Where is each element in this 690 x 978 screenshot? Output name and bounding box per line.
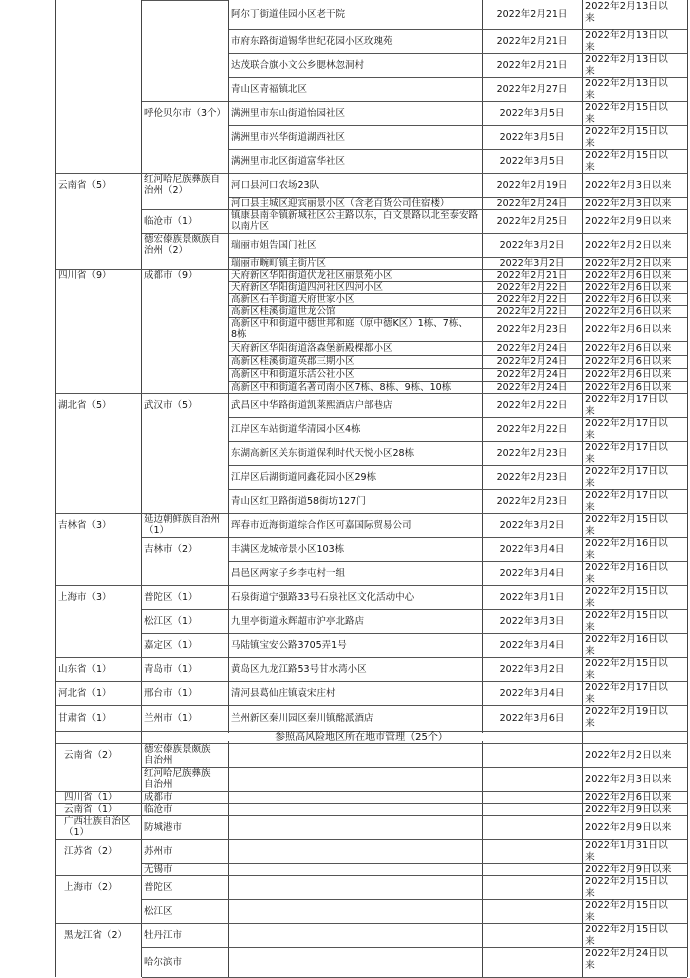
date-cell: 2022年2月24日 xyxy=(496,197,568,209)
row-border xyxy=(56,705,142,706)
row-border xyxy=(142,609,228,610)
date-cell: 2022年2月22日 xyxy=(496,293,568,305)
since-cell: 2022年2月15日以 来 xyxy=(585,102,668,125)
province-cell xyxy=(56,317,140,341)
row-border xyxy=(56,657,142,658)
row-border xyxy=(56,875,142,876)
province-cell xyxy=(62,899,146,923)
row-border xyxy=(142,633,228,634)
date-cell: 2022年3月5日 xyxy=(499,155,565,167)
address-cell: 九里亭街道永辉超市沪亭北路店 xyxy=(231,615,365,627)
city-cell xyxy=(142,417,228,441)
address-cell: 河口县河口农场23队 xyxy=(231,179,320,191)
row-border xyxy=(56,839,142,840)
since-cell: 2022年2月13日以 来 xyxy=(585,1,668,24)
since-cell: 2022年2月15日以 来 xyxy=(585,610,668,633)
row-border xyxy=(142,0,228,1)
date-cell: 2022年3月5日 xyxy=(499,131,565,143)
province-cell xyxy=(62,863,146,875)
city-cell: 延边朝鲜族自治州 （1） xyxy=(144,514,221,536)
province-cell xyxy=(56,101,140,125)
province-cell xyxy=(56,209,140,233)
city-cell xyxy=(142,368,228,381)
row-border xyxy=(56,681,142,682)
address-cell: 黄岛区九龙江路53号甘水湾小区 xyxy=(231,663,367,675)
since-cell: 2022年2月6日以来 xyxy=(585,323,672,335)
since-cell: 2022年2月17日以 来 xyxy=(585,682,668,705)
province-cell xyxy=(56,53,140,77)
date-cell: 2022年2月21日 xyxy=(496,269,568,281)
city-cell: 哈尔滨市 xyxy=(144,956,183,968)
row-border xyxy=(142,681,228,682)
row-border xyxy=(142,209,228,210)
row-border xyxy=(56,791,142,792)
since-cell: 2022年2月9日以来 xyxy=(585,863,672,875)
province-cell: 四川省（9） xyxy=(58,269,112,281)
address-cell: 昌邑区两家子乡李屯村一组 xyxy=(231,567,346,579)
province-cell: 上海市（2） xyxy=(64,881,118,893)
address-cell: 东湖高新区关东街道保利时代天悦小区28栋 xyxy=(231,447,415,459)
province-cell xyxy=(56,355,140,368)
city-cell xyxy=(142,53,228,77)
row-border xyxy=(142,657,228,658)
since-cell: 2022年2月6日以来 xyxy=(585,369,672,380)
city-cell: 红河哈尼族彝族 自治州 xyxy=(144,768,211,790)
row-border xyxy=(142,705,228,706)
since-cell: 2022年2月13日以 来 xyxy=(585,78,668,101)
row-border xyxy=(142,513,228,514)
province-cell: 广西壮族自治区 （1） xyxy=(64,816,131,838)
since-cell: 2022年2月15日以 来 xyxy=(585,876,668,899)
address-cell: 镇康县南伞镇新城社区公主路以东，白文景路以北至泰安路 以南片区 xyxy=(231,210,479,232)
province-cell xyxy=(56,0,140,29)
address-cell: 天府新区华阳街道四河社区四河小区 xyxy=(231,281,384,293)
address-cell: 市府东路街道锡华世纪花园小区玫瑰苑 xyxy=(231,35,393,47)
row-border xyxy=(56,585,142,586)
province-cell xyxy=(56,489,140,513)
date-cell: 2022年2月23日 xyxy=(496,471,568,483)
province-cell: 云南省（1） xyxy=(64,803,118,815)
address-cell: 满洲里市兴华街道湖西社区 xyxy=(231,131,346,143)
since-cell: 2022年2月16日以 来 xyxy=(585,538,668,561)
address-cell: 清河县葛仙庄镇袁宋庄村 xyxy=(231,687,336,699)
row-border xyxy=(56,173,142,174)
city-cell: 红河哈尼族彝族自 治州（2） xyxy=(144,174,221,196)
province-cell xyxy=(56,609,140,633)
row-border xyxy=(56,815,142,816)
city-cell: 牡丹江市 xyxy=(144,929,183,941)
since-cell: 2022年2月6日以来 xyxy=(585,281,672,293)
since-cell: 2022年2月6日以来 xyxy=(585,342,672,354)
address-cell: 满洲里市北区街道富华社区 xyxy=(231,155,346,167)
since-cell: 2022年2月15日以 来 xyxy=(585,900,668,923)
province-cell xyxy=(62,947,146,977)
since-cell: 2022年2月9日以来 xyxy=(585,803,672,815)
city-cell xyxy=(142,293,228,305)
address-cell: 马陆镇宝安公路3705弄1号 xyxy=(231,639,347,651)
city-cell xyxy=(142,465,228,489)
province-cell xyxy=(56,381,140,393)
date-cell: 2022年3月2日 xyxy=(499,519,565,531)
since-cell: 2022年2月15日以 来 xyxy=(585,150,668,173)
date-cell: 2022年2月24日 xyxy=(496,342,568,354)
date-cell: 2022年2月22日 xyxy=(496,305,568,317)
city-cell: 苏州市 xyxy=(144,845,173,857)
province-cell xyxy=(56,305,140,317)
date-cell: 2022年2月22日 xyxy=(496,399,568,411)
date-cell: 2022年2月23日 xyxy=(496,447,568,459)
since-cell: 2022年2月2日以来 xyxy=(585,257,672,269)
date-cell: 2022年3月2日 xyxy=(499,663,565,675)
province-cell xyxy=(56,197,140,209)
city-cell: 兰州市（1） xyxy=(144,712,198,724)
city-cell: 普陀区（1） xyxy=(144,591,198,603)
city-cell xyxy=(142,149,228,173)
row-border xyxy=(56,743,142,744)
province-cell: 山东省（1） xyxy=(58,663,112,675)
date-cell: 2022年2月24日 xyxy=(496,381,568,393)
address-cell: 天府新区华阳街道洛森堡新殿棵都小区 xyxy=(231,342,393,354)
date-cell: 2022年2月27日 xyxy=(496,83,568,95)
section-title: 参照高风险地区所在地市管理（25个） xyxy=(275,731,448,743)
date-cell: 2022年2月23日 xyxy=(496,323,568,335)
city-cell xyxy=(142,381,228,393)
province-cell xyxy=(56,368,140,381)
date-cell: 2022年2月22日 xyxy=(496,281,568,293)
since-cell: 2022年2月24日以 来 xyxy=(585,948,668,971)
province-cell: 上海市（3） xyxy=(58,591,112,603)
date-cell: 2022年2月21日 xyxy=(496,35,568,47)
address-cell: 高新区石羊街道天府世家小区 xyxy=(231,293,355,305)
province-cell xyxy=(56,281,140,293)
row-border xyxy=(56,513,142,514)
city-cell xyxy=(142,257,228,269)
province-cell xyxy=(56,77,140,101)
since-cell: 2022年2月2日以来 xyxy=(585,239,672,251)
city-cell xyxy=(142,77,228,101)
address-cell: 兰州新区秦川园区秦川镇酩派酒店 xyxy=(231,712,374,724)
address-cell: 高新区中和街道乐活公社小区 xyxy=(231,369,355,380)
since-cell: 2022年2月15日以 来 xyxy=(585,658,668,681)
province-cell: 湖北省（5） xyxy=(58,399,112,411)
row-border xyxy=(56,393,142,394)
city-cell xyxy=(142,341,228,355)
since-cell: 2022年2月19日以 来 xyxy=(585,706,668,729)
since-cell: 2022年2月16日以 来 xyxy=(585,562,668,585)
since-cell: 2022年1月31日以 来 xyxy=(585,840,668,863)
address-cell: 青山区青福镇北区 xyxy=(231,83,308,95)
row-border xyxy=(142,585,228,586)
since-cell: 2022年2月17日以 来 xyxy=(585,466,668,489)
row-border xyxy=(142,233,228,234)
address-cell: 珲春市近海街道综合作区可嘉国际贸易公司 xyxy=(231,519,412,531)
province-cell: 江苏省（2） xyxy=(64,845,118,857)
address-cell: 江岸区车站街道华清园小区4栋 xyxy=(231,423,361,435)
province-cell xyxy=(56,465,140,489)
date-cell: 2022年3月2日 xyxy=(499,257,565,269)
city-cell xyxy=(142,0,228,29)
province-cell: 四川省（1） xyxy=(64,791,118,803)
province-cell xyxy=(56,149,140,173)
city-cell: 德宏傣族景颇族 自治州 xyxy=(144,744,211,766)
address-cell: 青山区红卫路街道58街坊127门 xyxy=(231,495,366,507)
city-cell xyxy=(142,561,228,585)
address-cell: 河口县主城区迎宾丽景小区（含老百货公司住宿楼） xyxy=(231,197,450,209)
city-cell xyxy=(142,489,228,513)
city-cell xyxy=(142,317,228,341)
address-cell: 瑞丽市畹町镇主街片区 xyxy=(231,257,327,269)
address-cell: 瑞丽市姐告国门社区 xyxy=(231,239,317,251)
address-cell: 高新区桂溪街道世龙公馆 xyxy=(231,305,336,317)
city-cell: 松江区（1） xyxy=(144,615,198,627)
address-cell: 天府新区华阳街道伏龙社区丽景苑小区 xyxy=(231,269,393,281)
since-cell: 2022年2月13日以 来 xyxy=(585,54,668,77)
city-cell xyxy=(142,281,228,293)
city-cell: 普陀区 xyxy=(144,881,173,893)
city-cell: 临沧市 xyxy=(144,803,173,815)
column-border xyxy=(482,741,483,977)
city-cell: 成都市（9） xyxy=(144,269,198,281)
province-cell: 河北省（1） xyxy=(58,687,112,699)
row-border xyxy=(56,923,142,924)
since-cell: 2022年2月9日以来 xyxy=(585,821,672,833)
address-cell: 满洲里市东山街道怡园社区 xyxy=(231,107,346,119)
province-cell xyxy=(56,633,140,657)
row-border xyxy=(142,173,228,174)
city-cell xyxy=(142,29,228,53)
province-cell: 云南省（5） xyxy=(58,179,112,191)
row-border xyxy=(142,101,228,102)
city-cell xyxy=(142,441,228,465)
row-border xyxy=(56,803,142,804)
province-cell: 吉林省（3） xyxy=(58,519,112,531)
province-cell: 云南省（2） xyxy=(64,749,118,761)
date-cell: 2022年3月6日 xyxy=(499,712,565,724)
address-cell: 高新区桂溪街道英郡三期小区 xyxy=(231,356,355,367)
city-cell: 无锡市 xyxy=(144,863,173,875)
province-cell xyxy=(56,537,140,561)
date-cell: 2022年3月4日 xyxy=(499,687,565,699)
since-cell: 2022年2月6日以来 xyxy=(585,791,672,803)
since-cell: 2022年2月17日以 来 xyxy=(585,418,668,441)
row-border xyxy=(142,393,228,394)
address-cell: 江岸区后湖街道同鑫花园小区29栋 xyxy=(231,471,377,483)
date-cell: 2022年2月25日 xyxy=(496,215,568,227)
since-cell: 2022年2月6日以来 xyxy=(585,269,672,281)
city-cell: 成都市 xyxy=(144,791,173,803)
date-cell: 2022年3月3日 xyxy=(499,615,565,627)
city-cell xyxy=(142,197,228,209)
province-cell xyxy=(56,441,140,465)
address-cell: 丰满区龙城帝景小区103栋 xyxy=(231,543,345,555)
city-cell: 邢台市（1） xyxy=(144,687,198,699)
date-cell: 2022年2月21日 xyxy=(496,9,568,20)
city-cell xyxy=(142,125,228,149)
province-cell: 甘肃省（1） xyxy=(58,712,112,724)
since-cell: 2022年2月17日以 来 xyxy=(585,490,668,513)
row-border xyxy=(56,269,142,270)
city-cell: 防城港市 xyxy=(144,821,183,833)
province-cell xyxy=(62,767,146,791)
province-cell: 黑龙江省（2） xyxy=(64,929,128,941)
since-cell: 2022年2月9日以来 xyxy=(585,215,672,227)
since-cell: 2022年2月6日以来 xyxy=(585,305,672,317)
province-cell xyxy=(56,341,140,355)
city-cell: 武汉市（5） xyxy=(144,399,198,411)
city-cell: 德宏傣族景颇族自 治州（2） xyxy=(144,234,221,256)
since-cell: 2022年2月15日以 来 xyxy=(585,514,668,537)
city-cell xyxy=(142,305,228,317)
date-cell: 2022年3月4日 xyxy=(499,543,565,555)
province-cell xyxy=(56,561,140,585)
since-cell: 2022年2月6日以来 xyxy=(585,356,672,367)
city-cell xyxy=(142,355,228,368)
city-cell: 临沧市（1） xyxy=(144,215,198,227)
date-cell: 2022年2月23日 xyxy=(496,495,568,507)
since-cell: 2022年2月6日以来 xyxy=(585,293,672,305)
date-cell: 2022年3月4日 xyxy=(499,567,565,579)
address-cell: 高新区中和街道中德世邦和庭（原中德K区）1栋、7栋、 8栋 xyxy=(231,318,468,340)
date-cell: 2022年3月4日 xyxy=(499,639,565,651)
province-cell xyxy=(56,417,140,441)
row-border xyxy=(142,269,228,270)
address-cell: 武昌区中华路街道凯莱熙酒店户部巷店 xyxy=(231,399,393,411)
date-cell: 2022年2月21日 xyxy=(496,59,568,71)
column-border xyxy=(687,0,688,977)
city-cell: 吉林市（2） xyxy=(144,543,198,555)
date-cell: 2022年3月2日 xyxy=(499,239,565,251)
since-cell: 2022年2月3日以来 xyxy=(585,197,672,209)
date-cell: 2022年2月24日 xyxy=(496,369,568,380)
date-cell: 2022年2月22日 xyxy=(496,423,568,435)
since-cell: 2022年2月2日以来 xyxy=(585,749,672,761)
province-cell xyxy=(56,293,140,305)
row-border xyxy=(142,537,228,538)
since-cell: 2022年2月6日以来 xyxy=(585,381,672,393)
since-cell: 2022年2月15日以 来 xyxy=(585,586,668,609)
province-cell xyxy=(56,29,140,53)
date-cell: 2022年3月5日 xyxy=(499,107,565,119)
city-cell: 松江区 xyxy=(144,905,173,917)
date-cell: 2022年2月19日 xyxy=(496,179,568,191)
date-cell: 2022年2月24日 xyxy=(496,356,568,367)
column-border xyxy=(228,741,229,977)
city-cell: 呼伦贝尔市（3个） xyxy=(144,107,227,119)
city-cell: 嘉定区（1） xyxy=(144,639,198,651)
province-cell xyxy=(56,233,140,257)
address-cell: 阿尔丁街道佳园小区老干院 xyxy=(231,9,346,20)
since-cell: 2022年2月13日以 来 xyxy=(585,30,668,53)
since-cell: 2022年2月17日以 来 xyxy=(585,442,668,465)
address-cell: 高新区中和街道名著司南小区7栋、8栋、9栋、10栋 xyxy=(231,381,452,393)
date-cell: 2022年3月1日 xyxy=(499,591,565,603)
since-cell: 2022年2月15日以 来 xyxy=(585,924,668,947)
since-cell: 2022年2月16日以 来 xyxy=(585,634,668,657)
city-cell: 青岛市（1） xyxy=(144,663,198,675)
province-cell xyxy=(56,125,140,149)
since-cell: 2022年2月3日以来 xyxy=(585,179,672,191)
since-cell: 2022年2月15日以 来 xyxy=(585,126,668,149)
address-cell: 达茂联合旗小文公乡腮林忽洞村 xyxy=(231,59,365,71)
since-cell: 2022年2月3日以来 xyxy=(585,773,672,785)
address-cell: 石泉街道宁强路33号石泉社区文化活动中心 xyxy=(231,591,415,603)
province-cell xyxy=(56,257,140,269)
since-cell: 2022年2月17日以 来 xyxy=(585,394,668,417)
